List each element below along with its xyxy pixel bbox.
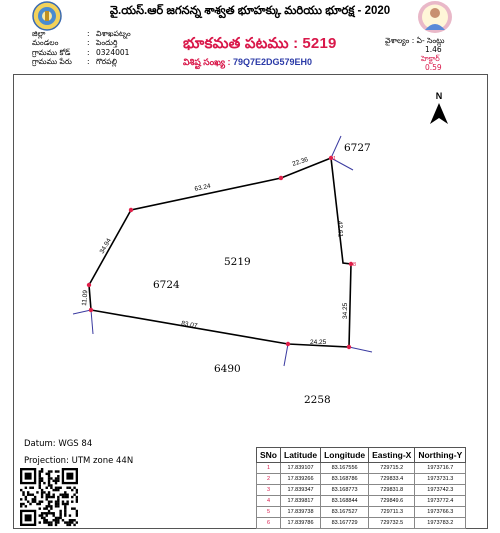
parcel-map — [13, 74, 488, 434]
edge-length: 34.94 — [98, 237, 113, 255]
edge-length: 24.25 — [310, 339, 327, 346]
north-arrow-icon — [430, 91, 448, 124]
projection-text: Projection: UTM zone 44N — [24, 456, 134, 466]
vertex-label: 6 — [286, 342, 290, 348]
village-code-value: 0324001 — [96, 47, 130, 57]
col-northing: Northing-Y — [415, 448, 466, 463]
vertex-label: 1 — [333, 156, 337, 162]
vertex-label: 8 — [353, 262, 357, 268]
north-label: N — [435, 91, 443, 101]
vertex-label: 7 — [347, 345, 351, 351]
col-sno: SNo — [257, 448, 281, 463]
village-code-row: గ్రామము కోడ్ : 0324001 — [32, 47, 130, 57]
neighbour-label: 6724 — [153, 279, 180, 291]
parcel-boundary — [89, 158, 351, 347]
boundary-extensions — [73, 136, 372, 366]
parcel-title — [183, 35, 341, 56]
area-unit-hectare: హెక్టార్ — [421, 54, 440, 63]
edge-length: 83.07 — [180, 320, 198, 330]
state-emblem-icon — [32, 1, 62, 31]
lpm-number — [183, 57, 312, 70]
area-hectare-value: 0.59 — [425, 63, 442, 72]
neighbour-label: 6490 — [214, 363, 241, 375]
village-name-row: గ్రామము పేరు : గొరపల్లి — [32, 57, 117, 67]
parcel-number: 5219 — [302, 35, 337, 52]
mandal-value: పెందుర్తి — [96, 38, 118, 48]
table-row: 4 17.839817 83.168844 729849.6 1973772.4 — [257, 496, 466, 507]
district-label: జిల్లా — [32, 29, 46, 38]
col-longitude: Longitude — [321, 448, 369, 463]
datum-info — [24, 436, 133, 470]
table-row: 1 17.839107 83.167556 729715.2 1973716.7 — [257, 463, 466, 474]
table-row: 5 17.839738 83.167527 729711.3 1973766.3 — [257, 507, 466, 518]
village-name-label: గ్రామము పేరు — [32, 57, 72, 67]
district-row: జిల్లా : విశాఖపట్నం — [32, 29, 131, 38]
lpm-value: 79Q7E2DG579EH0 — [232, 57, 313, 67]
edge-length: 22.36 — [291, 156, 310, 168]
area-unit-acres: ఏ- సెంట్లు — [416, 36, 445, 45]
scheme-title: వై.యస్.ఆర్ జగనన్న శాశ్వత భూహక్కు మరియు భూరక్ష - 2020 — [109, 5, 391, 17]
qr-code-icon — [20, 468, 78, 528]
area-label: వైశాల్యం — [385, 36, 410, 45]
col-latitude: Latitude — [281, 448, 321, 463]
col-easting: Easting-X — [369, 448, 415, 463]
datum-text: Datum: WGS 84 — [24, 439, 93, 449]
leader-portrait-icon — [417, 0, 453, 34]
vertex-numbers — [87, 156, 356, 351]
neighbour-label: 2258 — [304, 394, 331, 406]
coordinates-table — [256, 447, 466, 529]
edge-length: 11.09 — [81, 289, 90, 307]
location-details — [32, 29, 131, 67]
area-block: వైశాల్యం : ఏ- సెంట్లు 1.46 హెక్టార్ 0.59 — [385, 36, 445, 72]
parcel-title-label: భూకమత పటము : — [183, 35, 299, 52]
table-row: 6 17.839786 83.167729 729732.5 1973783.2 — [257, 518, 466, 529]
table-row: 2 17.839266 83.168786 729833.4 1973731.3 — [257, 474, 466, 485]
village-code-label: గ్రామము కోడ్ — [32, 47, 71, 57]
vertex-label: 5 — [89, 308, 93, 314]
village-name-value: గొరపల్లి — [96, 57, 117, 67]
vertex-label: 3 — [129, 208, 133, 214]
parcel-vertices — [87, 156, 353, 349]
table-header-row — [257, 448, 466, 463]
district-value: విశాఖపట్నం — [96, 29, 131, 38]
edge-length: 63.24 — [193, 182, 212, 193]
edge-length: 34.25 — [342, 302, 349, 319]
edge-length: 42.61 — [336, 220, 344, 238]
area-acres-value: 1.46 — [425, 45, 442, 54]
lpm-label: విశిష్ట సంఖ్య : — [183, 57, 231, 67]
table-row: 3 17.839347 83.168773 729831.8 1973742.3 — [257, 485, 466, 496]
vertex-label: 2 — [279, 176, 283, 182]
mandal-label: మండలం — [32, 38, 59, 48]
vertex-label: 4 — [87, 283, 91, 289]
edge-lengths — [81, 156, 349, 346]
parcel-label: 5219 — [224, 256, 251, 268]
mandal-row: మండలం : పెందుర్తి — [32, 38, 118, 48]
neighbour-label: 6727 — [344, 142, 371, 154]
